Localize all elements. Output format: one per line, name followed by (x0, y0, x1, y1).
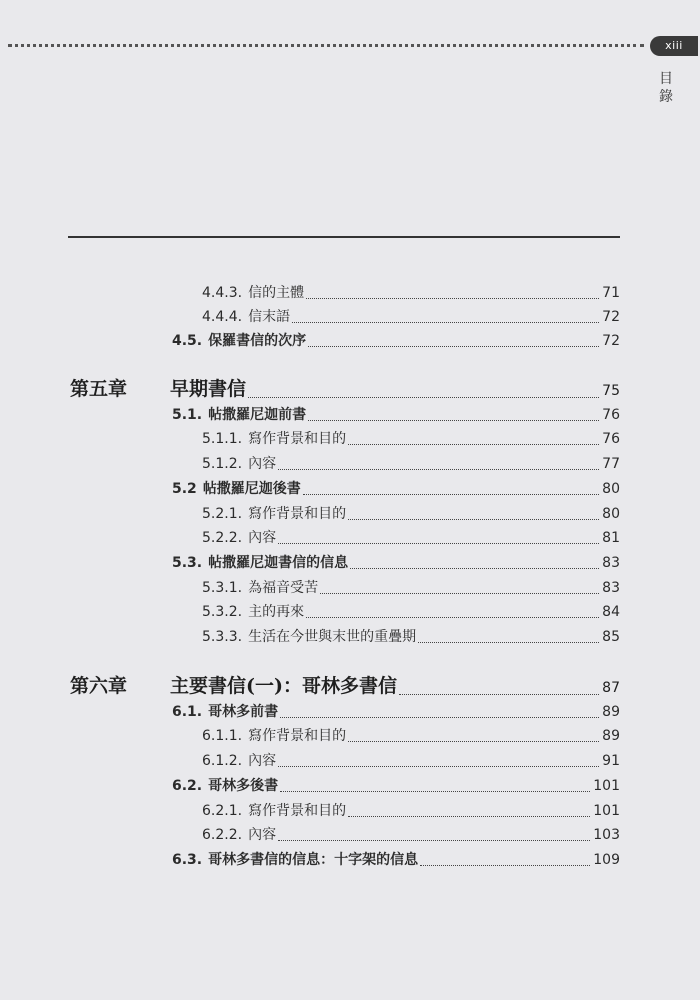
section-title-char-2: 錄 (659, 89, 673, 105)
page-number-badge: xiii (650, 36, 698, 56)
toc-entry-title: 內容 (248, 753, 277, 769)
toc-entry-5-1-2[interactable] (202, 453, 620, 475)
dot-leader (278, 840, 590, 841)
dot-leader (292, 322, 599, 323)
toc-entry-5-3[interactable] (172, 552, 620, 574)
dot-leader (348, 444, 599, 445)
toc-entry-4-4-4[interactable] (202, 306, 620, 328)
toc-entry-page: 84 (602, 604, 620, 620)
toc-entry-number: 6.1.1. (202, 728, 243, 744)
toc-entry-title: 哥林多前書 (208, 704, 279, 720)
dot-leader (308, 346, 599, 347)
toc-entry-page: 72 (602, 309, 620, 325)
toc-entry-number: 5.2.2. (202, 530, 243, 546)
dot-leader (420, 865, 590, 866)
toc-entry-5-2-2[interactable] (202, 527, 620, 549)
toc-entry-page: 81 (602, 530, 620, 546)
toc-entry-number: 5.2.1. (202, 506, 243, 522)
dot-leader (348, 741, 599, 742)
dot-leader (320, 593, 599, 594)
toc-top-rule (68, 236, 620, 238)
toc-entry-5-1[interactable] (172, 404, 620, 426)
chapter-page: 87 (602, 680, 620, 696)
toc-entry-number: 6.3. (172, 852, 203, 868)
chapter-6-heading[interactable] (70, 671, 620, 701)
toc-entry-5-3-2[interactable] (202, 601, 620, 623)
chapter-label: 第五章 (70, 378, 128, 400)
toc-entry-5-2[interactable] (172, 478, 620, 500)
toc-entry-page: 89 (602, 704, 620, 720)
toc-entry-number: 4.5. (172, 333, 203, 349)
toc-entry-5-3-3[interactable] (202, 626, 620, 648)
toc-entry-title: 內容 (248, 456, 277, 472)
toc-entry-title: 寫作背景和目的 (248, 803, 347, 819)
dot-leader (278, 469, 599, 470)
dot-leader (306, 298, 599, 299)
toc-entry-page: 76 (602, 431, 620, 447)
dot-leader (308, 420, 599, 421)
toc-entry-title: 哥林多書信的信息：十字架的信息 (208, 852, 419, 868)
chapter-title: 早期書信 (170, 378, 247, 400)
toc-entry-page: 77 (602, 456, 620, 472)
dot-leader (306, 617, 599, 618)
toc-entry-title: 帖撒羅尼迦後書 (202, 481, 301, 497)
toc-entry-page: 80 (602, 481, 620, 497)
dot-leader (280, 791, 590, 792)
toc-entry-page: 83 (602, 580, 620, 596)
toc-entry-number: 6.2.2. (202, 827, 243, 843)
toc-entry-number: 4.4.4. (202, 309, 243, 325)
toc-entry-title: 寫作背景和目的 (248, 728, 347, 744)
toc-entry-page: 101 (593, 803, 620, 819)
toc-entry-number: 4.4.3. (202, 285, 243, 301)
chapter-title: 主要書信(一)：哥林多書信 (170, 675, 397, 697)
toc-entry-number: 6.2.1. (202, 803, 243, 819)
toc-entry-page: 101 (593, 778, 620, 794)
toc-entry-page: 109 (593, 852, 620, 868)
toc-entry-number: 5.3.2. (202, 604, 243, 620)
dot-leader (348, 816, 590, 817)
toc-entry-6-3[interactable] (172, 849, 620, 871)
toc-entry-page: 76 (602, 407, 620, 423)
toc-entry-number: 5.3. (172, 555, 203, 571)
toc-entry-title: 為福音受苦 (248, 580, 319, 596)
toc-entry-page: 83 (602, 555, 620, 571)
toc-entry-title: 信末語 (248, 309, 291, 325)
toc-entry-title: 帖撒羅尼迦前書 (208, 407, 307, 423)
toc-entry-page: 103 (593, 827, 620, 843)
toc-entry-title: 寫作背景和目的 (248, 431, 347, 447)
toc-entry-number: 5.1.1. (202, 431, 243, 447)
dot-leader (399, 694, 599, 695)
toc-entry-title: 生活在今世與末世的重疊期 (248, 629, 417, 645)
toc-entry-page: 72 (602, 333, 620, 349)
toc-entry-number: 5.3.1. (202, 580, 243, 596)
toc-entry-title: 帖撒羅尼迦書信的信息 (208, 555, 349, 571)
toc-entry-number: 5.1. (172, 407, 203, 423)
toc-entry-4-5[interactable] (172, 330, 620, 352)
toc-entry-title: 信的主體 (248, 285, 305, 301)
toc-entry-page: 85 (602, 629, 620, 645)
toc-entry-6-1[interactable] (172, 701, 620, 723)
dot-leader (303, 494, 599, 495)
toc-entry-number: 6.1. (172, 704, 203, 720)
toc-entry-page: 80 (602, 506, 620, 522)
toc-entry-page: 89 (602, 728, 620, 744)
dot-leader (278, 543, 599, 544)
section-title-char-1: 目 (659, 71, 673, 87)
toc-entry-6-2-2[interactable] (202, 824, 620, 846)
toc-entry-title: 寫作背景和目的 (248, 506, 347, 522)
dot-leader (248, 397, 599, 398)
dot-leader (350, 568, 599, 569)
toc-entry-title: 主的再來 (248, 604, 305, 620)
chapter-page: 75 (602, 383, 620, 399)
toc-entry-6-1-1[interactable] (202, 725, 620, 747)
toc-entry-6-1-2[interactable] (202, 750, 620, 772)
chapter-label: 第六章 (70, 675, 128, 697)
toc-entry-page: 71 (602, 285, 620, 301)
dot-leader (280, 717, 599, 718)
toc-entry-number: 5.3.3. (202, 629, 243, 645)
dot-leader (418, 642, 599, 643)
section-title-vertical (656, 70, 676, 106)
toc-entry-page: 91 (602, 753, 620, 769)
toc-entry-5-1-1[interactable] (202, 428, 620, 450)
header-dotted-rule (8, 44, 644, 47)
toc-entry-title: 保羅書信的次序 (208, 333, 307, 349)
toc-entry-number: 5.2 (172, 481, 197, 497)
toc-entry-6-2[interactable] (172, 775, 620, 797)
toc-entry-number: 6.2. (172, 778, 203, 794)
dot-leader (278, 766, 599, 767)
toc-entry-title: 內容 (248, 530, 277, 546)
toc-entry-5-3-1[interactable] (202, 577, 620, 599)
toc-entry-6-2-1[interactable] (202, 800, 620, 822)
toc-entry-title: 哥林多後書 (208, 778, 279, 794)
chapter-5-heading[interactable] (70, 374, 620, 404)
toc-entry-5-2-1[interactable] (202, 503, 620, 525)
toc-entry-number: 5.1.2. (202, 456, 243, 472)
dot-leader (348, 519, 599, 520)
toc-entry-title: 內容 (248, 827, 277, 843)
toc-entry-4-4-3[interactable] (202, 282, 620, 304)
toc-entry-number: 6.1.2. (202, 753, 243, 769)
